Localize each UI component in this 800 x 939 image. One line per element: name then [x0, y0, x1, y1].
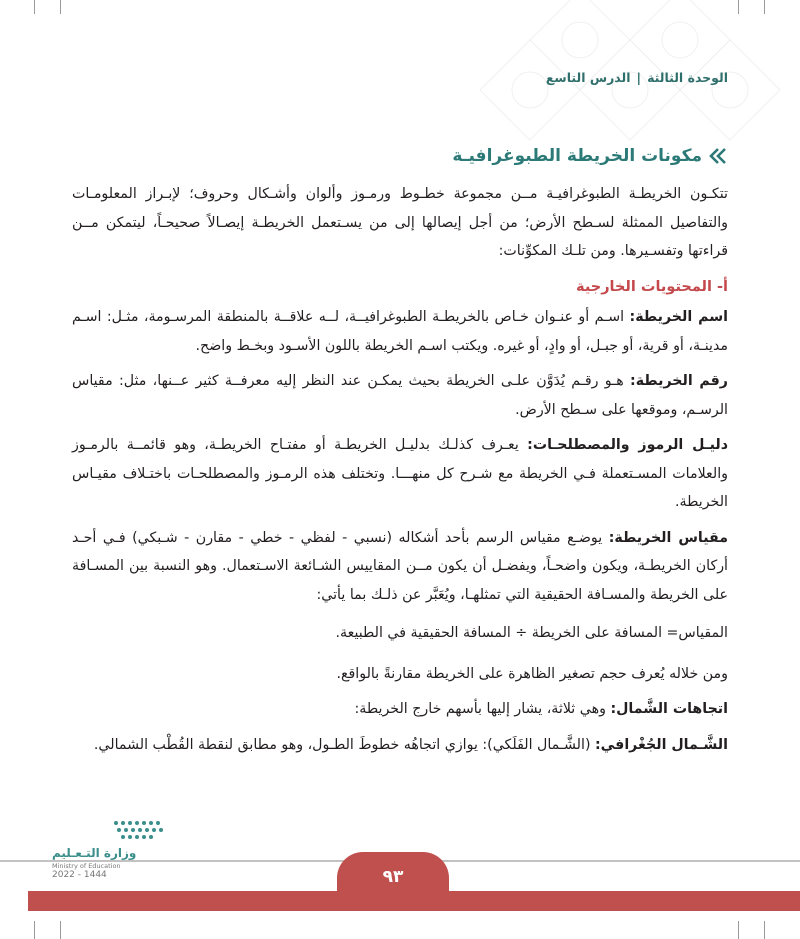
section-heading: [452, 146, 728, 166]
north-text: وهي ثلاثة، يشار إليها بأسهم خارج الخريطة:: [354, 701, 611, 717]
scale-text: يوضـع مقياس الرسم بأحد أشكاله (نسبي - لفظي - خطي - مقارن - شـبكي) فـي أحـد أركان الخريطـة، ويكون واضحـاً، ويفضـل أن يكون مــن المقاييس الشـائعة الاسـتعمال. وهو النسبة بين المسـافة على الخريطة والمسـافة الحقيقية التي تمثلهـا، ويُعَبَّر عن ذلـك بما يأتي:: [72, 529, 728, 603]
header-separator: |: [636, 70, 642, 85]
crop-mark-bottom-right-2: [764, 921, 765, 939]
logo-arabic-text: وزارة التـعـليم: [52, 846, 137, 860]
logo-dots-icon: [110, 818, 168, 842]
map-number-term: رقم الخريطة:: [630, 373, 728, 389]
double-chevron-icon: [708, 148, 728, 164]
crop-mark-top-left: [34, 0, 35, 14]
decorative-pattern: [440, 0, 800, 170]
crop-mark-bottom-left: [34, 921, 35, 939]
crop-mark-top-left-2: [60, 0, 61, 14]
map-name-term: اسم الخريطة:: [629, 309, 729, 325]
page-header: [546, 70, 728, 85]
logo-year-text: 2022 - 1444: [52, 870, 107, 880]
subheading-external-contents: أ- المحتويات الخارجية: [576, 278, 728, 295]
page-number-badge: [337, 852, 449, 902]
geo-north-paragraph: [72, 731, 728, 760]
logo-english-text: Ministry of Education: [52, 862, 121, 870]
header-lesson: الدرس التاسع: [545, 70, 631, 85]
legend-term: دليـل الرموز والمصطلحـات:: [527, 437, 728, 453]
header-unit: الوحدة الثالثة: [647, 70, 728, 85]
crop-mark-bottom-left-2: [60, 921, 61, 939]
intro-paragraph: تتكـون الخريطـة الطبوغرافيـة مــن مجموعة خطـوط ورمـوز وألوان وأشـكال وحروف؛ لإبـراز المعلومـات والتفاصيل الممثلة لسـطح الأرض؛ من أجل إيصالها إلى من يسـتعمل الخريطـة إيصـالاً صحيحـاً، ليتمكن مــن قراءتها وتفسـيرها. ومن تلـك المكوِّنات:: [72, 186, 728, 259]
geo-north-term: الشَّـمال الجُغْرافي:: [595, 736, 728, 753]
north-term: اتجاهات الشَّمال:: [610, 701, 728, 717]
page-number: ٩٣: [382, 867, 404, 887]
geo-north-text: (الشَّـمال الفَلَكي): يوازي اتجاهُه خطوطَ الطـول، وهو مطابق لنقطة القُطْب الشمالي.: [93, 736, 595, 753]
formula-note: ومن خلاله يُعرف حجم تصغير الظاهرة على الخريطة مقارنةً بالواقع.: [336, 665, 728, 682]
map-name-paragraph: [72, 303, 728, 360]
main-content: [72, 180, 728, 759]
legend-text: يعـرف كذلـك بدليـل الخريطـة أو مفتـاح الخريطـة، وهو قائمــة بالرمـوز والعلامات المسـتعملة فـي الخريطة مع شـرح كل منهـــا. وتختلف هذه الرمـوز والمصطلحـات باختـلاف مقيـاس الخريطة.: [72, 437, 728, 510]
scale-paragraph: [72, 524, 728, 610]
map-name-text: اسـم أو عنـوان خـاص بالخريطـة الطبوغرافيــة، لــه علاقــة بالمنطقة المرسـومة، مثـل: اسـم مدينـة، أو قرية، أو جبـل، أو وادٍ، أو غيره. ويكتب اسـم الخريطة باللون الأسـود وبخـط واضح.: [72, 309, 728, 354]
legend-paragraph: [72, 431, 728, 517]
scale-term: مقياس الخريطة:: [608, 529, 729, 546]
map-number-paragraph: [72, 367, 728, 424]
crop-mark-bottom-right: [738, 921, 739, 939]
section-title: مكونات الخريطة الطبوغرافيـة: [452, 146, 702, 166]
north-paragraph: [72, 695, 728, 724]
map-number-text: هـو رقـم يُدَوَّن علـى الخريطة بحيث يمكـن عند النظر إليه معرفــة كثير عــنها، مثل: مقياس الرسـم، وموقعها على سـطح الأرض.: [72, 373, 728, 418]
scale-formula: المقياس= المسافة على الخريطة ÷ المسافة الحقيقية في الطبيعة.: [335, 625, 728, 641]
